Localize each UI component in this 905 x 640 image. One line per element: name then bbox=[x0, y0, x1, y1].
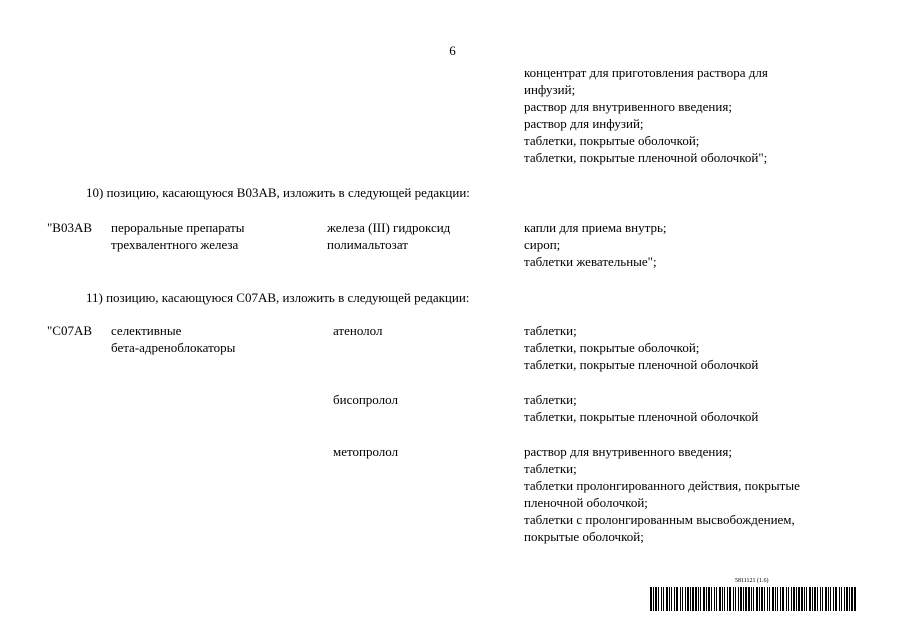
section-11-group bbox=[111, 322, 235, 356]
form-line: таблетки, покрытые оболочкой; bbox=[524, 340, 700, 355]
group-line: бета-адреноблокаторы bbox=[111, 340, 236, 355]
list-item: концентрат для приготовления раствора для bbox=[524, 65, 768, 80]
drug-forms-atenolol bbox=[524, 322, 758, 373]
group-line: пероральные препараты bbox=[111, 220, 245, 235]
barcode bbox=[650, 587, 856, 611]
substance-line: полимальтозат bbox=[327, 237, 408, 252]
substance-line: железа (III) гидроксид bbox=[327, 220, 451, 235]
section-11-heading: 11) позицию, касающуюся C07AB, изложить в следующей редакции: bbox=[86, 290, 470, 305]
list-item: раствор для внутривенного введения; bbox=[524, 99, 732, 114]
form-line: покрытые оболочкой; bbox=[524, 529, 644, 544]
section-10-substance bbox=[327, 219, 450, 253]
section-10-forms bbox=[524, 219, 667, 270]
form-line: сироп; bbox=[524, 237, 561, 252]
form-line: таблетки; bbox=[524, 461, 577, 476]
form-line: капли для приема внутрь; bbox=[524, 220, 667, 235]
list-item: раствор для инфузий; bbox=[524, 116, 644, 131]
list-item: таблетки, покрытые оболочкой; bbox=[524, 133, 700, 148]
drug-name-atenolol: атенолол bbox=[333, 323, 383, 338]
drug-name-metoprolol: метопролол bbox=[333, 444, 399, 459]
section-10-heading: 10) позицию, касающуюся B03AB, изложить в следующей редакции: bbox=[86, 185, 470, 200]
form-line: таблетки жевательные"; bbox=[524, 254, 657, 269]
section-10-group bbox=[111, 219, 245, 253]
top-continuation-list bbox=[524, 64, 768, 166]
group-line: трехвалентного железа bbox=[111, 237, 239, 252]
barcode-label: 5811121 (1.6) bbox=[735, 578, 769, 584]
form-line: таблетки пролонгированного действия, покрытые bbox=[524, 478, 800, 493]
form-line: таблетки с пролонгированным высвобождением, bbox=[524, 512, 795, 527]
form-line: таблетки, покрытые пленочной оболочкой bbox=[524, 357, 759, 372]
group-line: селективные bbox=[111, 323, 182, 338]
drug-forms-metoprolol bbox=[524, 443, 800, 545]
drug-name-bisoprolol: бисопролол bbox=[333, 392, 398, 407]
form-line: таблетки; bbox=[524, 392, 577, 407]
list-item: инфузий; bbox=[524, 82, 576, 97]
page-number: 6 bbox=[449, 43, 456, 58]
form-line: раствор для внутривенного введения; bbox=[524, 444, 732, 459]
section-10-code: "B03AB bbox=[47, 220, 93, 235]
form-line: таблетки; bbox=[524, 323, 577, 338]
form-line: таблетки, покрытые пленочной оболочкой bbox=[524, 409, 759, 424]
drug-forms-bisoprolol bbox=[524, 391, 758, 425]
list-item: таблетки, покрытые пленочной оболочкой"; bbox=[524, 150, 768, 165]
section-11-code: "C07AB bbox=[47, 323, 93, 338]
form-line: пленочной оболочкой; bbox=[524, 495, 648, 510]
